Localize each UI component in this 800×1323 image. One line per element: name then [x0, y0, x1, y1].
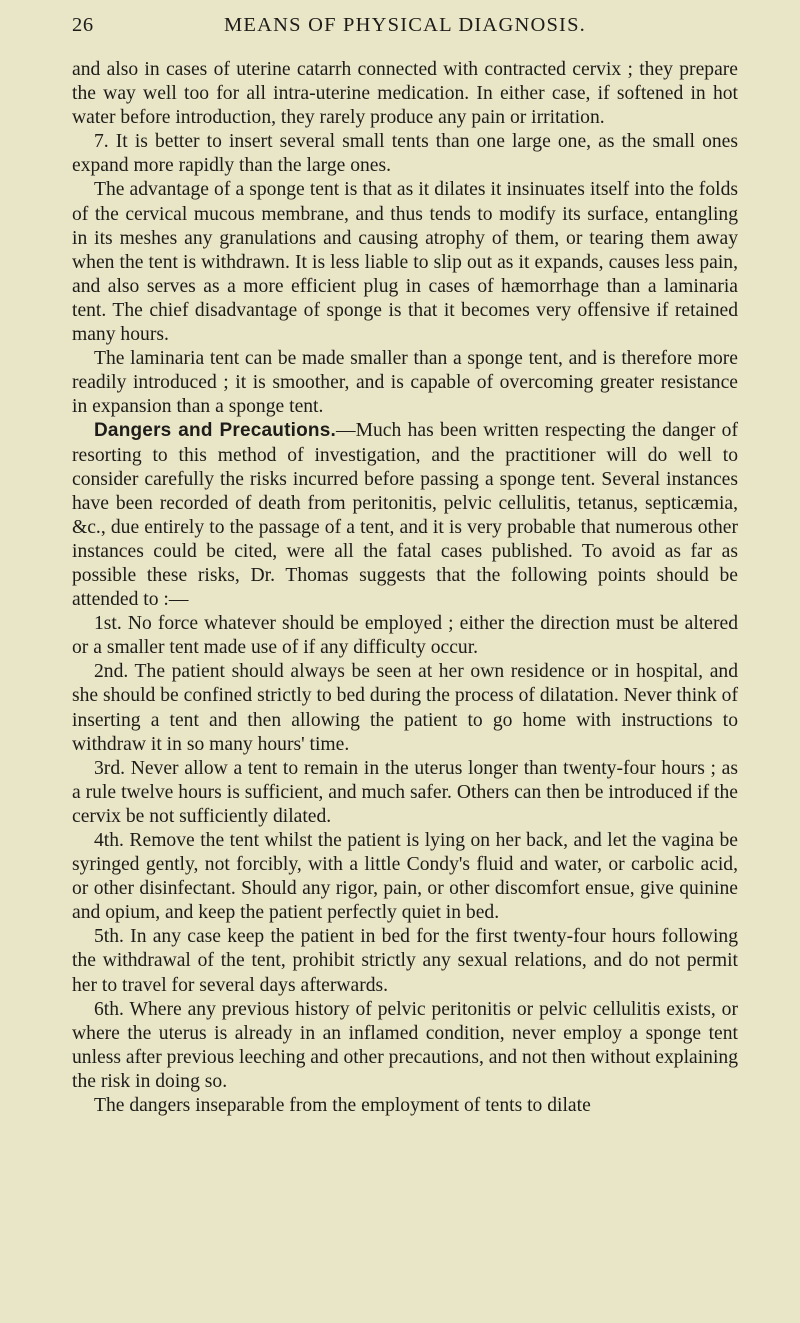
paragraph-laminaria-tent: The laminaria tent can be made smaller than a sponge tent, and is therefore more readily introduced ; it is smoother, and is capable of overcoming greater resistance in expansion than a sponge tent. [72, 348, 738, 418]
point-2nd: 2nd. The patient should always be seen at her own residence or in hospital, and she should be confined strictly to bed during the process of dilatation. Never think of inserting a tent and then allowing the patient to go home with instructions to withdraw it in so many hours' time. [72, 661, 738, 755]
point-5th: 5th. In any case keep the patient in bed for the first twenty-four hours following the withdrawal of the tent, prohibit strictly any sexual relations, and do not permit her to travel for several days afterwards. [72, 926, 738, 996]
dangers-text: —Much has been written respecting the danger of resorting to this method of investigation, and the practitioner will do well to consider carefully the risks incurred before passing a sponge tent. Several instances have been recorded of death from peritonitis, pelvic cellulitis, tetanus, septicæmia, &c., due entirely to the passage of a tent, and it is very probable that numerous other instances could be cited, were all the fatal cases published. To avoid as far as possible these risks, Dr. Thomas suggests that the following points should be attended to :— [72, 420, 738, 611]
final-line: The dangers inseparable from the employment of tents to dilate [94, 1095, 591, 1117]
section-heading-dangers: Dangers and Precautions. [94, 420, 336, 442]
page-number: 26 [72, 14, 94, 36]
point-6th: 6th. Where any previous history of pelvic peritonitis or pelvic cellulitis exists, or where the uterus is already in an inflamed condition, never employ a sponge tent unless after previous leeching and other precautions, and not then without explaining the risk in doing so. [72, 998, 739, 1092]
point-3rd: 3rd. Never allow a tent to remain in the uterus longer than twenty-four hours ; as a rule twelve hours is sufficient, and much safer. Others can then be introduced if the cervix be not sufficiently dilated. [72, 757, 738, 827]
paragraph-continued: and also in cases of uterine catarrh connected with contracted cervix ; they prepare the way well too for all intra-uterine medication. In either case, if softened in hot water before introduction, they rarely produce any pain or irritation. [72, 59, 738, 129]
body-text [72, 58, 738, 1118]
point-1st: 1st. No force whatever should be employed ; either the direction must be altered or a smaller tent made use of if any difficulty occur. [72, 613, 738, 659]
point-4th: 4th. Remove the tent whilst the patient is lying on her back, and let the vagina be syringed gently, not forcibly, with a little Condy's fluid and water, or carbolic acid, or other disinfectant. Should any rigor, pain, or other discomfort ensue, give quinine and opium, and keep the patient perfectly quiet in bed. [72, 830, 738, 924]
running-head [72, 14, 738, 56]
paragraph-dangers [72, 419, 738, 612]
paragraph-sponge-tent: The advantage of a sponge tent is that as it dilates it insinuates itself into the folds of the cervical mucous membrane, and thus tends to modify its surface, entangling in its meshes any granulations and causing atrophy of them, or tearing them away when the tent is withdrawn. It is less liable to slip out as it expands, causes less pain, and also serves as a more efficient plug in cases of hæmorrhage than a laminaria tent. The chief disadvantage of sponge is that it becomes very offensive if retained many hours. [72, 179, 738, 346]
paragraph-point-7: 7. It is better to insert several small tents than one large one, as the small ones expand more rapidly than the large ones. [72, 131, 738, 177]
running-title: MEANS OF PHYSICAL DIAGNOSIS. [223, 14, 587, 36]
